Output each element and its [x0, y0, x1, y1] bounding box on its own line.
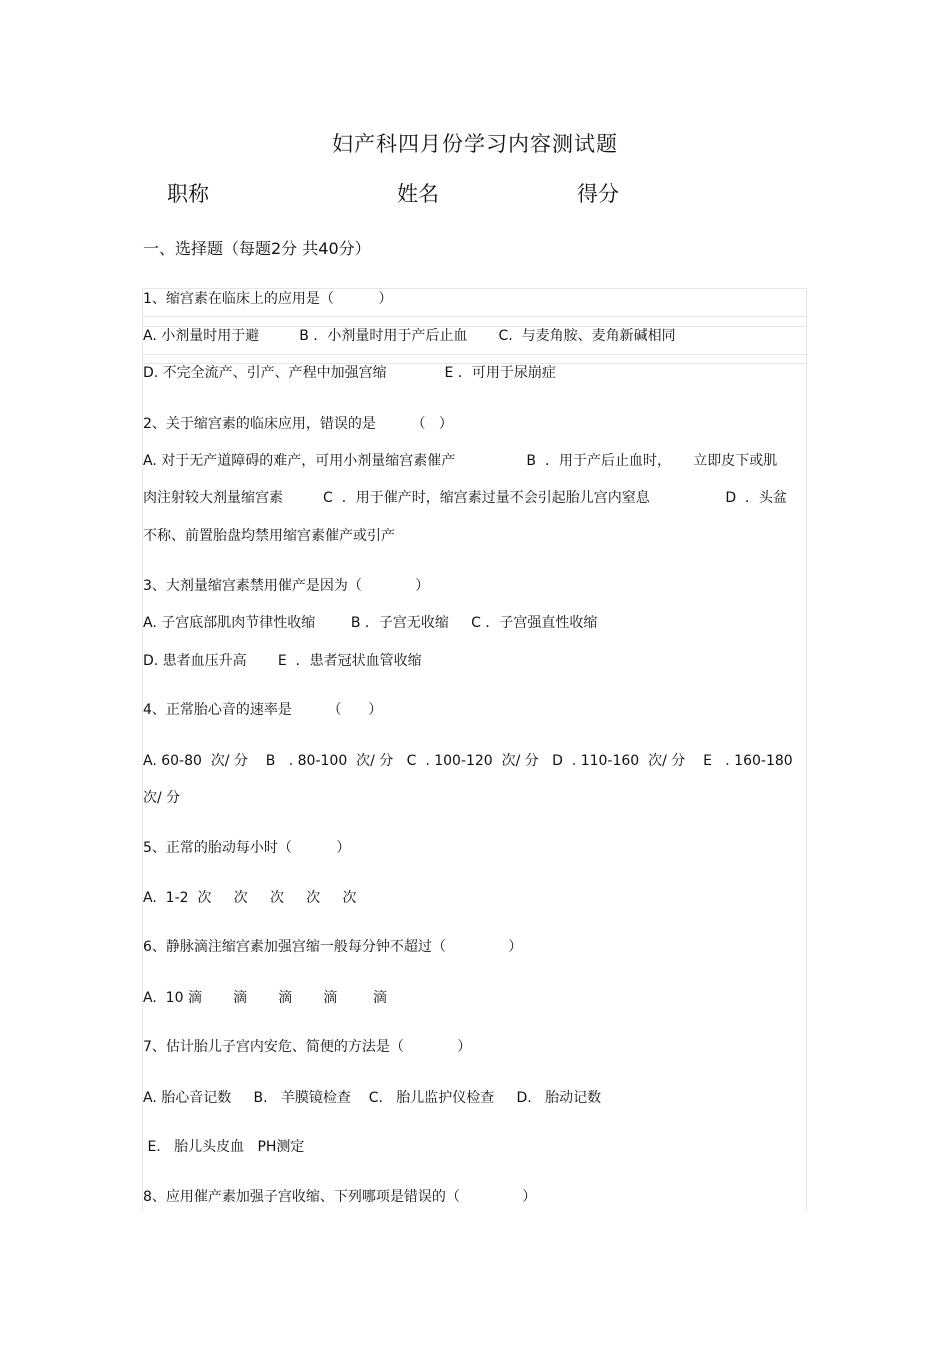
- question-2-options: 不称、前置胎盘均禁用缩宫素催产或引产: [143, 528, 395, 544]
- question-5: 5、正常的胎动每小时（ ）: [143, 840, 351, 856]
- position-label: 职称: [167, 182, 209, 206]
- question-1-options: D. 不完全流产、引产、产程中加强宫缩 E ．可用于尿崩症: [143, 365, 556, 381]
- question-7-options: A. 胎心音记数 B. 羊膜镜检查 C. 胎儿监护仪检查 D. 胎动记数: [143, 1090, 602, 1106]
- question-6-options: A. 10 滴 滴 滴 滴 滴: [143, 990, 388, 1006]
- frame-row-line: [142, 316, 807, 317]
- question-6: 6、静脉滴注缩宫素加强宫缩一般每分钟不超过（ ）: [143, 939, 523, 955]
- question-5-options: A. 1-2 次 次 次 次 次: [143, 890, 357, 906]
- section-heading: 一、选择题（每题2分 共40分）: [143, 239, 371, 258]
- question-2: 2、关于缩宫素的临床应用，错误的是 （ ）: [143, 416, 453, 432]
- question-3-options: D. 患者血压升高 E ．患者冠状血管收缩: [143, 653, 422, 669]
- question-4: 4、正常胎心音的速率是 （ ）: [143, 702, 383, 718]
- page-title: 妇产科四月份学习内容测试题: [332, 132, 618, 156]
- question-2-options: 肉注射较大剂量缩宫素 C ．用于催产时，缩宫素过量不会引起胎儿宫内窒息 D ．头盆: [143, 490, 788, 506]
- question-1: 1、缩宫素在临床上的应用是（ ）: [143, 291, 393, 307]
- name-label: 姓名: [397, 182, 439, 206]
- score-label: 得分: [577, 182, 619, 206]
- question-3: 3、大剂量缩宫素禁用催产是因为（ ）: [143, 578, 430, 594]
- question-7-options: E. 胎儿头皮血 PH测定: [143, 1139, 305, 1155]
- question-4-options: A. 60-80 次/ 分 B . 80-100 次/ 分 C . 100-120 次/ 分 D . 110-160 次/ 分 E . 160-180: [143, 753, 793, 769]
- question-4-options: 次/ 分: [143, 790, 181, 806]
- question-3-options: A. 子宫底部肌肉节律性收缩 B ．子宫无收缩 C ．子宫强直性收缩: [143, 615, 598, 631]
- frame-row-line: [142, 354, 807, 355]
- question-8: 8、应用催产素加强子宫收缩、下列哪项是错误的（ ）: [143, 1189, 537, 1205]
- question-7: 7、估计胎儿子宫内安危、简便的方法是（ ）: [143, 1039, 472, 1055]
- question-1-options: A. 小剂量时用于避 B ．小剂量时用于产后止血 C. 与麦角胺、麦角新碱相同: [143, 328, 676, 344]
- question-2-options: A. 对于无产道障碍的难产，可用小剂量缩宫素催产 B ．用于产后止血时， 立即皮下或肌: [143, 453, 778, 469]
- frame-right-line: [806, 288, 807, 1210]
